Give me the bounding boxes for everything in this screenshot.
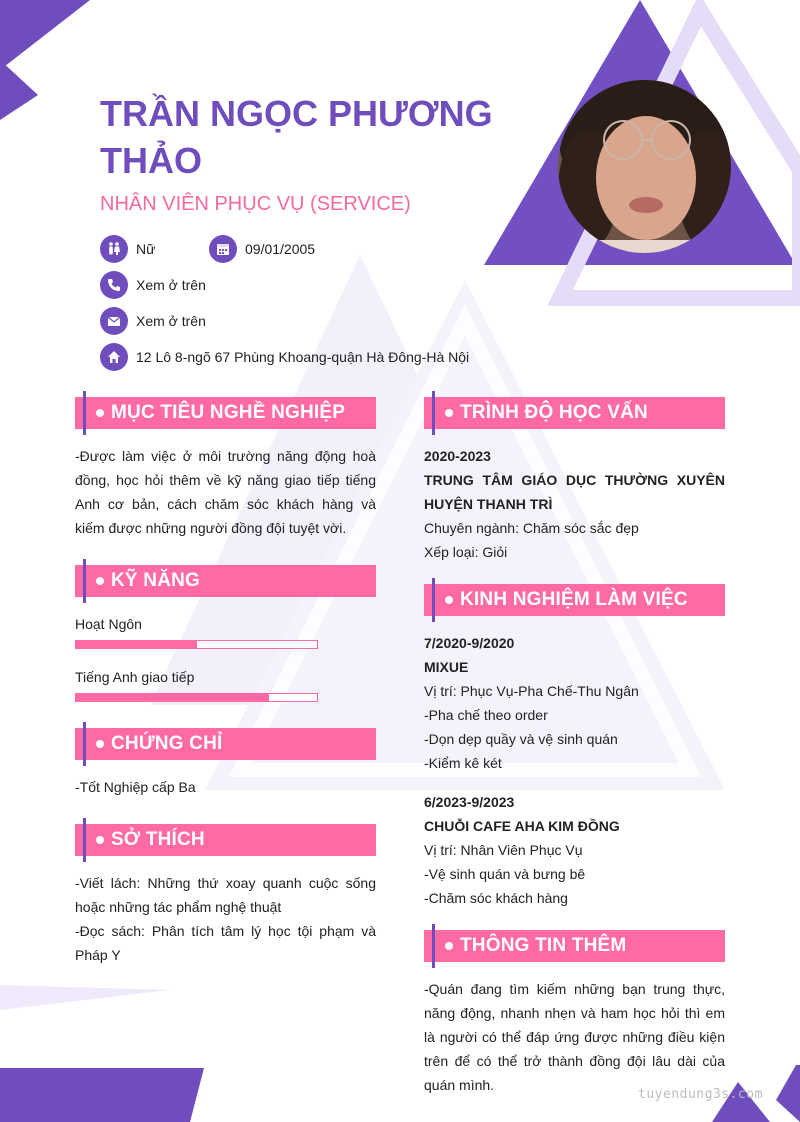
education-header bbox=[424, 397, 725, 429]
education-period: 2020-2023 bbox=[424, 448, 491, 464]
email-value: Xem ở trên bbox=[136, 313, 206, 329]
header-accent-bar bbox=[83, 818, 86, 862]
hobbies-text bbox=[75, 871, 376, 967]
skill-name: Hoạt Ngôn bbox=[75, 616, 142, 632]
header-accent-bar bbox=[432, 391, 435, 435]
gender-value: Nữ bbox=[136, 241, 156, 257]
job-line: -Pha chế theo order bbox=[424, 707, 548, 723]
job-line: Vị trí: Nhân Viên Phục Vụ bbox=[424, 842, 583, 858]
education-block bbox=[424, 444, 725, 564]
phone-icon bbox=[100, 271, 128, 299]
hobby-line: -Viết lách: Những thứ xoay quanh cuộc sống hoặc những tác phẩm nghệ thuật bbox=[75, 875, 376, 915]
experience-job-2 bbox=[424, 790, 725, 910]
bullet-dot bbox=[96, 577, 104, 585]
education-title: TRÌNH ĐỘ HỌC VẤN bbox=[460, 402, 648, 423]
education-major: Chuyên ngành: Chăm sóc sắc đẹp bbox=[424, 520, 639, 536]
certificates-title: CHỨNG CHỈ bbox=[111, 733, 223, 754]
bg-bottom-left-lavender bbox=[0, 985, 170, 1010]
job-period: 7/2020-9/2020 bbox=[424, 635, 515, 651]
job-line: -Vệ sinh quán và bưng bê bbox=[424, 866, 586, 882]
additional-info-title: THÔNG TIN THÊM bbox=[460, 935, 627, 956]
skill-bar bbox=[75, 640, 318, 649]
birthday-row bbox=[209, 235, 315, 263]
header-accent-bar bbox=[83, 559, 86, 603]
experience-header bbox=[424, 584, 725, 616]
email-icon bbox=[100, 307, 128, 335]
candidate-name bbox=[100, 90, 500, 184]
address-row bbox=[100, 343, 469, 371]
bg-corner-top-left bbox=[0, 0, 90, 70]
job-company: MIXUE bbox=[424, 659, 469, 675]
birthday-value: 09/01/2005 bbox=[245, 241, 316, 257]
name-line-2: THẢO bbox=[100, 140, 202, 181]
skill-bar-fill bbox=[76, 641, 197, 648]
header-accent-bar bbox=[83, 722, 86, 766]
job-company: CHUỖI CAFE AHA KIM ĐỒNG bbox=[424, 818, 620, 834]
bg-bottom-left-purple bbox=[0, 1068, 204, 1122]
job-period: 6/2023-9/2023 bbox=[424, 794, 515, 810]
hobby-line: -Đọc sách: Phân tích tâm lý học tội phạm và Pháp Y bbox=[75, 923, 376, 963]
education-school: TRUNG TÂM GIÁO DỤC THƯỜNG XUYÊN HUYỆN THANH TRÌ bbox=[424, 472, 725, 512]
bullet-dot bbox=[96, 409, 104, 417]
home-icon bbox=[100, 343, 128, 371]
experience-job-1 bbox=[424, 631, 725, 775]
calendar-icon bbox=[209, 235, 237, 263]
email-row bbox=[100, 307, 206, 335]
bullet-dot bbox=[445, 409, 453, 417]
phone-value: Xem ở trên bbox=[136, 277, 206, 293]
phone-row bbox=[100, 271, 206, 299]
address-value: 12 Lô 8-ngõ 67 Phùng Khoang-quận Hà Đông-Hà Nội bbox=[136, 349, 470, 365]
bg-corner-left-small bbox=[0, 60, 38, 120]
bullet-dot bbox=[96, 740, 104, 748]
job-title: NHÂN VIÊN PHỤC VỤ (SERVICE) bbox=[100, 193, 411, 215]
header-accent-bar bbox=[432, 924, 435, 968]
job-line: -Chăm sóc khách hàng bbox=[424, 890, 568, 906]
skills-title: KỸ NĂNG bbox=[111, 570, 201, 591]
header-accent-bar bbox=[83, 391, 86, 435]
bg-bottom-right-purple-2 bbox=[776, 1065, 800, 1122]
hobbies-header bbox=[75, 824, 376, 856]
additional-info-header bbox=[424, 930, 725, 962]
skills-header bbox=[75, 565, 376, 597]
additional-info-text: -Quán đang tìm kiếm những bạn trung thực, năng động, nhanh nhẹn và ham học hỏi thì em là người có thể đáp ứng được những điều kiện trên để có thể trở thành đồng đội lâu dài của quán mình. bbox=[424, 981, 725, 1093]
bullet-dot bbox=[445, 942, 453, 950]
objective-header bbox=[75, 397, 376, 429]
name-line-1: TRẦN NGỌC PHƯƠNG bbox=[100, 93, 493, 134]
skill-bar-fill bbox=[76, 694, 269, 701]
objective-text: -Được làm việc ở môi trường năng động hoà đồng, học hỏi thêm về kỹ năng giao tiếp tiếng Anh cơ bản, cách chăm sóc khách hàng và kiếm được những người đồng đội tuyệt vời. bbox=[75, 448, 376, 536]
gender-icon bbox=[100, 235, 128, 263]
skill-bar bbox=[75, 693, 318, 702]
hobbies-title: SỞ THÍCH bbox=[111, 829, 205, 850]
job-line: -Dọn dẹp quầy và vệ sinh quán bbox=[424, 731, 618, 747]
bullet-dot bbox=[445, 596, 453, 604]
job-line: -Kiểm kê két bbox=[424, 755, 502, 771]
skill-name: Tiếng Anh giao tiếp bbox=[75, 669, 195, 685]
header-accent-bar bbox=[432, 578, 435, 622]
education-grade: Xếp loại: Giỏi bbox=[424, 544, 508, 560]
gender-row bbox=[100, 235, 155, 263]
avatar bbox=[558, 80, 731, 253]
certificates-text: -Tốt Nghiệp cấp Ba bbox=[75, 779, 196, 795]
watermark: tuyendung3s.com bbox=[638, 1087, 763, 1102]
experience-title: KINH NGHIỆM LÀM VIỆC bbox=[460, 589, 688, 610]
job-line: Vị trí: Phục Vụ-Pha Chế-Thu Ngân bbox=[424, 683, 639, 699]
objective-title: MỤC TIÊU NGHỀ NGHIỆP bbox=[111, 402, 346, 423]
portrait-image bbox=[558, 80, 731, 253]
bullet-dot bbox=[96, 836, 104, 844]
certificates-header bbox=[75, 728, 376, 760]
